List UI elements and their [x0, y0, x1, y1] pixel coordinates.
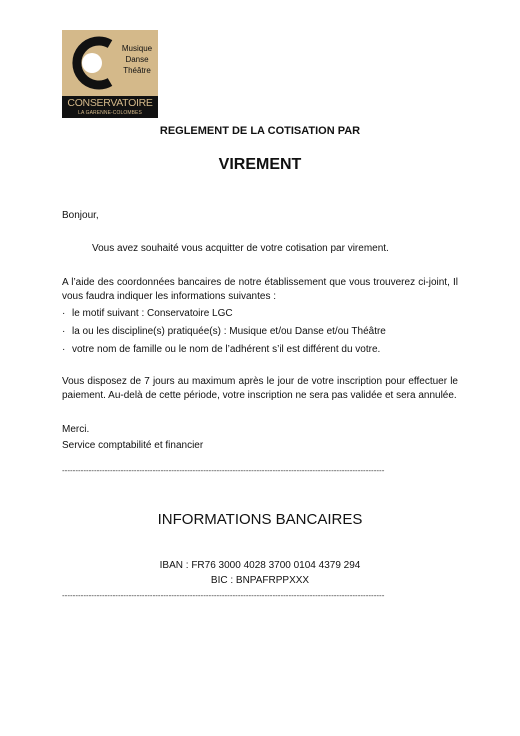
logo-word: Théâtre [123, 66, 151, 75]
deadline-paragraph: Vous disposez de 7 jours au maximum après le jour de votre inscription pour effectuer le paiement. Au-delà de cette période, votre inscription ne sera pas validée et sera annulée. [62, 376, 458, 401]
divider: ------------------------------------------------------------------------------------------------------------------------- [62, 591, 385, 600]
logo-word: Danse [125, 55, 149, 64]
signature: Service comptabilité et financier [62, 440, 204, 451]
bic: BIC : BNPAFRPPXXX [210, 575, 310, 586]
list-item-text: le motif suivant : Conservatoire LGC [72, 308, 233, 319]
greeting: Bonjour, [62, 210, 99, 221]
required-info-list [62, 307, 386, 361]
conservatoire-logo [62, 30, 158, 118]
list-item [62, 325, 386, 343]
bullet-marker: · [62, 326, 66, 337]
logo-name: CONSERVATOIRE [67, 97, 153, 109]
intro-paragraph: Vous avez souhaité vous acquitter de votre cotisation par virement. [92, 243, 389, 254]
bullet-marker: · [62, 308, 66, 319]
list-item [62, 343, 386, 361]
bullet-marker: · [62, 344, 66, 355]
document-title-line2: VIREMENT [218, 156, 302, 173]
logo-name-bar [62, 96, 158, 118]
list-item-text: votre nom de famille ou le nom de l’adhérent s’il est différent du votre. [72, 344, 381, 355]
logo-disciplines [117, 43, 157, 76]
document-title-line1: REGLEMENT DE LA COTISATION PAR [159, 125, 361, 137]
thanks: Merci. [62, 424, 90, 435]
instructions-paragraph: A l’aide des coordonnées bancaires de notre établissement que vous trouverez ci-joint, Il vous faudra indiquer les informations suivantes : [62, 277, 458, 302]
logo-word: Musique [121, 44, 153, 53]
divider: ------------------------------------------------------------------------------------------------------------------------- [62, 466, 385, 475]
logo-city: LA GARENNE-COLOMBES [78, 110, 142, 116]
list-item-text: la ou les discipline(s) pratiquée(s) : Musique et/ou Danse et/ou Théâtre [72, 326, 386, 337]
bank-info-heading: INFORMATIONS BANCAIRES [157, 511, 363, 528]
iban: IBAN : FR76 3000 4028 3700 0104 4379 294 [159, 560, 361, 571]
list-item [62, 307, 386, 325]
